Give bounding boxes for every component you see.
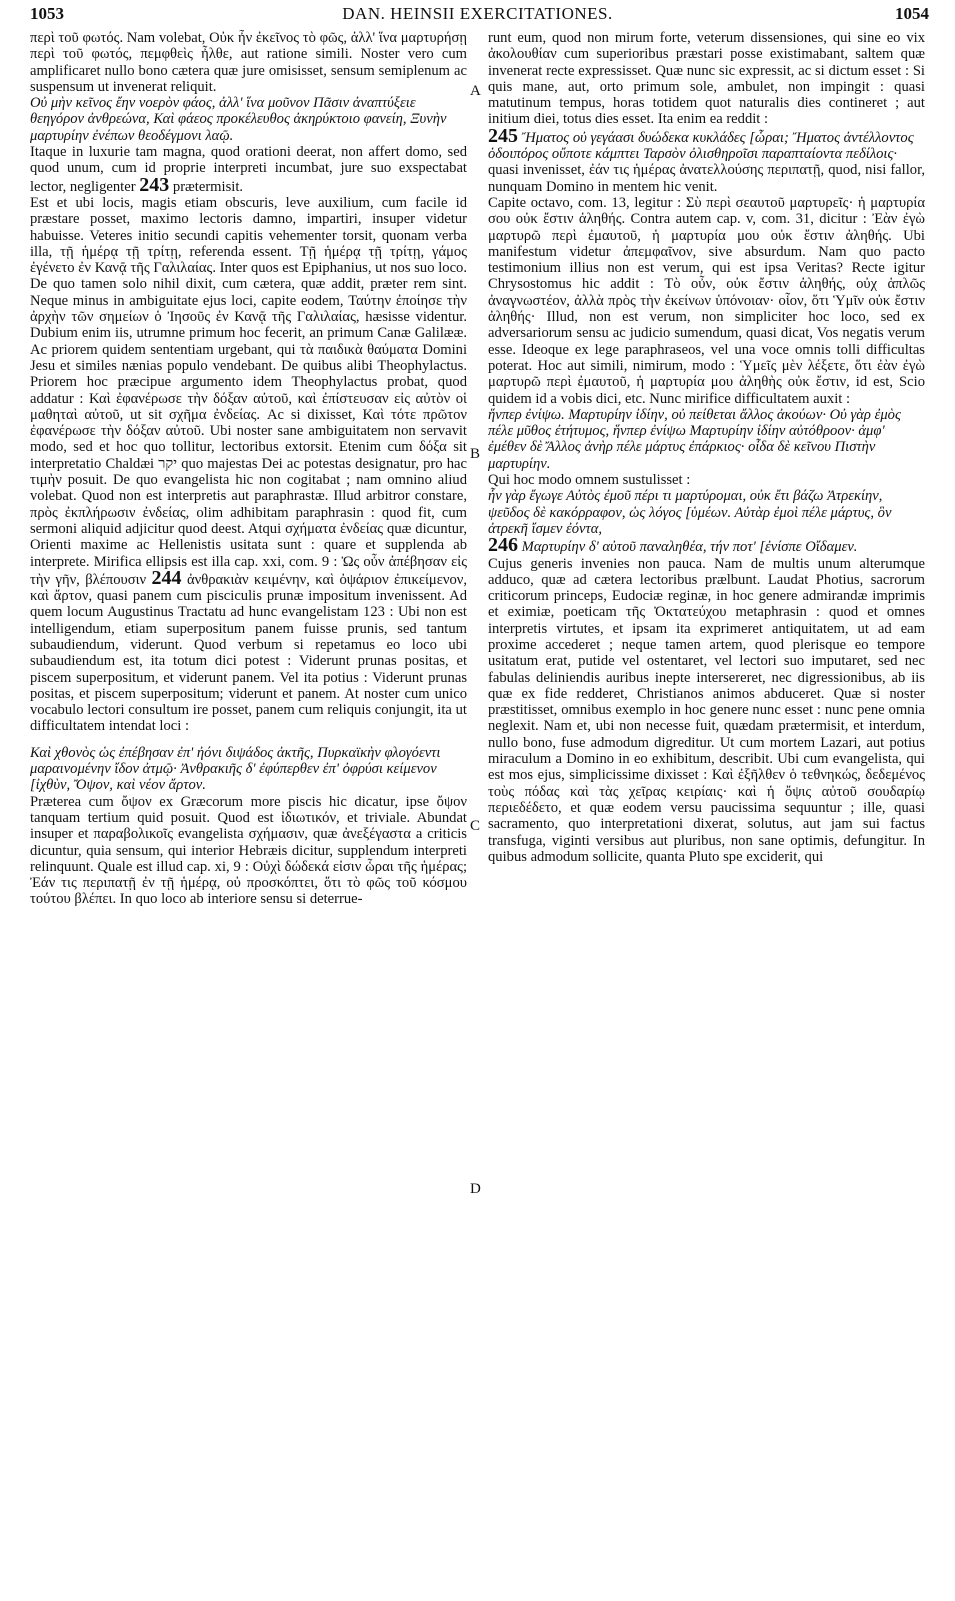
section-number: 243 (139, 173, 170, 196)
paragraph: Itaque in luxurie tam magna, quod orationi deerat, non affert domo, sed quod unum, cum id proprie interpreti incumbat, jure suo exspectabat lector, negligenter 243 prætermisit. (30, 144, 467, 196)
paragraph: Est et ubi locis, magis etiam obscuris, leve auxilium, cum facile id præstare posset, maximo lectoris damno, impartiri, insuper videtur habuisse. Veteres initio secundi capitis vehementer torsit, quonam verba illa, τῇ ἡμέρᾳ τῇ τρίτῃ, referenda essent. Τῇ ἡμέρᾳ τῇ τρίτῃ, γάμος ἐγένετο ἐν Κανᾷ τῆς Γαλιλαίας. Inter quos est Epiphanius, ut nos suo loco. De quo tamen solo nihil dixit, cum cætera, quæ addit, præter rem sint. Neque minus in ambiguitate ejus loci, capite eodem, Ταύτην ἐποίησε τὴν ἀρχὴν τῶν σημείων ὁ Ἰησοῦς ἐν Κανᾷ τῆς Γαλιλαίας, hæsisse videntur. Dubium enim iis, utrumne primum hoc fecerit, an primum Canæ Galilææ. Ac priorem quidem sententiam urgebant, qui τὰ παιδικὰ θαύματα Domini Jesu et similes nænias populo vendebant. De quibus alibi Theophylactus. Priorem hoc præcipue argumento idem Theophylactus probat, quod addatur : Καὶ ἐφανέρωσε τὴν δόξαν αὐτοῦ, καὶ ἐπίστευσαν εἰς αὐτὸν οἱ μαθηταὶ αὐτοῦ, ut sit σχῆμα ἐνδείας. Ac si dixisset, Καὶ τότε πρῶτον ἐφανέρωσε τὴν δόξαν αὐτοῦ. Ubi noster sane ambiguitatem non servavit modo, sed et hoc quo tollitur, lectoribus extorsit. Etenim cum δόξα sit interpretatio Chaldæi יקר quo majestas Dei ac potestas designatur, pro hac τιμὴν posuit. De quo evangelista hic non cogitabat ; nam omnino aliud volebat. Quod non est interpretis aut paraphrastæ. Illud arbitror constare, πρὸς ἐκπλήρωσιν ἐνδείας, olim adhibitam paraphrasin : quod fit, cum sermoni aliquid adjicitur quod deest. Atqui σχήματα ἐνδείας quæ dicuntur, Orienti maxime ac Hellenistis usitata sunt : quare et supplenda ab interprete. Mirifica ellipsis est illa cap. xxi, com. 9 : Ὡς οὖν ἀπέβησαν εἰς τὴν γῆν, βλέπουσιν 244 ἀνθρακιὰν κειμένην, καὶ ὀψάριον ἐπικείμενον, καὶ ἄρτον, quasi panem cum pisciculis prunæ impositum invenissent. Ad quem locum Augustinus Tractatu ad hunc evangelistam 123 : Ubi non est intelligendum, etiam superpositum panem fuisse prunis, sed tantum subaudiendum, viderunt. Quod verbum si repetamus eo loco ubi subaudiendum est, ita totum dici potest : Viderunt prunas positas, et piscem superpositum, et viderunt panem. Vel ita potius : Viderunt prunas positas, et piscem superpositum; viderunt et panem. At noster cum unico vocabulo lectori consultum ire posset, panem cum reliquis conjungit, ita ut difficultatem intendat loci : (30, 194, 467, 735)
paragraph: περὶ τοῦ φωτός. Nam volebat, Οὐκ ἦν ἐκεῖνος τὸ φῶς, ἀλλ' ἵνα μαρτυρήσῃ περὶ τοῦ φωτός, πεμφθεὶς ἦλθε, aut ratione simili. Noster vero cum amplificaret nullo bono cætera quæ jure omisisset, sensum semiplenum ac suspensum ut invenerat reliquit. (30, 30, 467, 95)
greek-verse: 246 Μαρτυρίην δ' αὐτοῦ παναληθέα, τήν ποτ' [ἐνίσπε Οἴδαμεν. (488, 534, 858, 557)
page-number-right: 1054 (895, 4, 929, 23)
paragraph: quasi invenisset, ἐάν τις ἡμέρας ἀνατελλούσης περιπατῇ, quod, nisi fallor, nunquam Domino in mentem hic venit. (488, 162, 925, 195)
section-number: 245 (488, 124, 518, 147)
paragraph: runt eum, quod non mirum forte, veterum dissensiones, qui sine eo vix ἀκολουθίαν cum superioribus præstari posse existimabant, saltem quæ invenerat recte expressisset. Quæ nunc sic expressit, ac si dictum esset : Si quis mane, aut, orto primum sole, ambulet, non impingit : quasi matutinum tempus, horas totidem quot naturalis dies contineret ; aut initium diei, totus dies esset. Ita enim ea reddit : (488, 30, 925, 128)
right-column (488, 30, 925, 1595)
page-header (0, 0, 955, 30)
margin-marker-b: B (470, 446, 481, 462)
margin-marker-d: D (470, 1181, 481, 1197)
page-number-left: 1053 (30, 4, 64, 23)
paragraph: Qui hoc modo omnem sustulisset : (488, 472, 691, 489)
section-number: 246 (488, 534, 518, 557)
paragraph: Capite octavo, com. 13, legitur : Σὺ περὶ σεαυτοῦ μαρτυρεῖς· ἡ μαρτυρία σου οὐκ ἔστιν ἀληθής. Contra autem cap. v, com. 31, dicitur : Ἐὰν ἐγὼ μαρτυρῶ περὶ ἐμαυτοῦ, ἡ μαρτυρία μου οὐκ ἔστιν ἀληθής. Ubi manifestum videtur ἀπεμφαῖνον, sive absurdum. Nam quo pacto testimonium illius non est verum, qui est ipsa Veritas? Recte igitur Chrysostomus hic addit : Τὸ οὖν, οὐκ ἔστιν ἀληθής, οὐχ ἁπλῶς ἀναγνωστέον, ἀλλὰ πρὸς τὴν ἐκείνων ὑπόνοιαν· οἷον, ὅτι Ὑμῖν οὐκ ἔστιν ἀληθής· Illud, non est verum, non simpliciter hoc loco, sed ex adversariorum sensu ac judicio sumendum, quasi dicat, Vos negatis verum esse. Ideoque ex lege paraphraseos, vel una voce omnis tolli difficultas poterat. Hoc aut simili, nimirum, modo : Ὑμεῖς μὲν λέξετε, ὅτι ἐὰν ἐγὼ μαρτυρῶ περὶ ἐμαυτοῦ, ἡ μαρτυρία μου ἀληθὴς οὐκ ἔστιν, id est, Scio quidem id a vobis dici, etc. Nunc mirifice difficultatem auxit : (488, 194, 925, 407)
margin-marker-a: A (470, 83, 481, 99)
section-number: 244 (151, 566, 182, 589)
greek-verse: Οὐ μὴν κεῖνος ἔην νοερὸν φάος, ἀλλ' ἵνα μοῦνον Πᾶσιν ἀναπτύξειε θεηγόρον ἀνθρεώνα, Καὶ φάεος προκέλευθος ἀκηρύκτοιο φανείη, Ξυνὴν μαρτυρίην ἐνέπων θεοδέγμονι λαῷ. (30, 95, 447, 144)
greek-verse: ἥνπερ ἐνίψω. Μαρτυρίην ἰδίην, οὐ πείθεται ἄλλος ἀκούων· Οὐ γὰρ ἐμὸς πέλε μῦθος ἐτήτυμος, ἥνπερ ἐνίψω Μαρτυρίην ἰδίην αὐτόθροον· ἀμφ' ἐμέθεν δὲ Ἄλλος ἀνὴρ πέλε μάρτυς ἐπάρκιος· οἶδα δὲ κεῖνου Πιστὴν μαρτυρίην. (488, 406, 901, 472)
left-column (30, 30, 467, 1595)
greek-verse: ἦν γὰρ ἔγωγε Αὐτὸς ἐμοῦ πέρι τι μαρτύρομαι, οὐκ ἔτι βάζω Ἀτρεκίην, ψεῦδος δὲ κακόρραφον, ὡς λόγος [ὑμέων. Αὐτὰρ ἐμοὶ πέλε μάρτυς, ὃν ἀτρεκῆ ἴσμεν ἐόντα, (488, 488, 892, 537)
greek-verse: 245 Ἤματος οὐ γεγάασι δυώδεκα κυκλάδες [ὧραι; Ἤματος ἀντέλλοντος ὁδοιπόρος οὔποτε κάμπτει Ταρσὸν ὀλισθηροῖσι παραπταίοντα πεδίλοις· (488, 124, 914, 163)
greek-verse: Καὶ χθονὸς ὡς ἐπέβησαν ἐπ' ἠόνι διψάδος ἀκτῆς, Πυρκαϊκὴν φλογόεντι μαραινομένην ἴδον ἀτμῷ· Ἀνθρακιῆς δ' ἐφύπερθεν ἐπ' ὀφρύσι κείμενον [ἰχθὺν, Ὄψον, καὶ νέον ἄρτον. (30, 744, 441, 794)
margin-marker-c: C (470, 818, 481, 834)
paragraph: Præterea cum ὄψον ex Græcorum more piscis hic dicatur, ipse ὄψον tanquam tertium quid posuit. Quod est ἰδιωτικόν, et triviale. Abundat insuper et παραβολικοῖς evangelista σχήμασιν, quæ ἀνεξέγαστα a criticis dicuntur, quia sensum, qui interior Hebræis dicitur, supplendum interpreti relinquunt. Quale est illud cap. xi, 9 : Οὐχὶ δώδεκά εἰσιν ὧραι τῆς ἡμέρας; Ἐάν τις περιπατῇ ἐν τῇ ἡμέρᾳ, οὐ προσκόπτει, ὅτι τὸ φῶς τοῦ κόσμου τούτου βλέπει. In quo loco ab interiore sensu si deterrue- (30, 793, 467, 908)
paragraph: Cujus generis invenies non pauca. Nam de multis unum alterumque adduco, quæ ad cætera lectoribus prælbunt. Laudat Photius, sacrorum criticorum princeps, Eudociæ reginæ, in hoc genere admirandæ imprimis et eximiæ, poeticam τῆς Ὀκτατεύχου metaphrasin : quod et omnes interpretis virtutes, et ipsam ita exprimeret antiquitatem, ut ad eam proxime accederet ; neque tamen artem, quod plerisque eo tempore usitatum erat, putide vel ostentaret, vel lectori suo imputaret, sed nec fabulas deliniendis auribus inepte intersereret, nec digressionibus, ab iis quæ ex fide redderet, Christianos animos abduceret. Quæ si noster præstitisset, omnibus exemplo in hoc genere nunc esset : nunc pene omnia neglexit. Nam et, ubi non necesse fuit, quædam prætermisit, et interdum, nullo bono, fuse admodum digreditur. Ut cum mortem Lazari, aut potius miraculum a Domino in eo exhibitum, describit. Ubi cum evangelista, qui est mos ejus, simplicissime dixisset : Καὶ ἐξῆλθεν ὁ τεθνηκώς, δεδεμένος τοὺς πόδας καὶ τὰς χεῖρας κειρίαις· καὶ ἡ ὄψις αὐτοῦ σουδαρίῳ περιεδέδετο, et quæ eodem versu paucissima sequuntur ; ille, quasi sacramento, quo interpretationi dixerat, solutus, aut jam sui factus transfuga, viginti versibus aut pluribus, non sane optimis, defungitur. In quibus admodum sollicite, quanta Pluto spe exciderit, qui (488, 555, 925, 865)
running-title: DAN. HEINSII EXERCITATIONES. (342, 4, 613, 23)
